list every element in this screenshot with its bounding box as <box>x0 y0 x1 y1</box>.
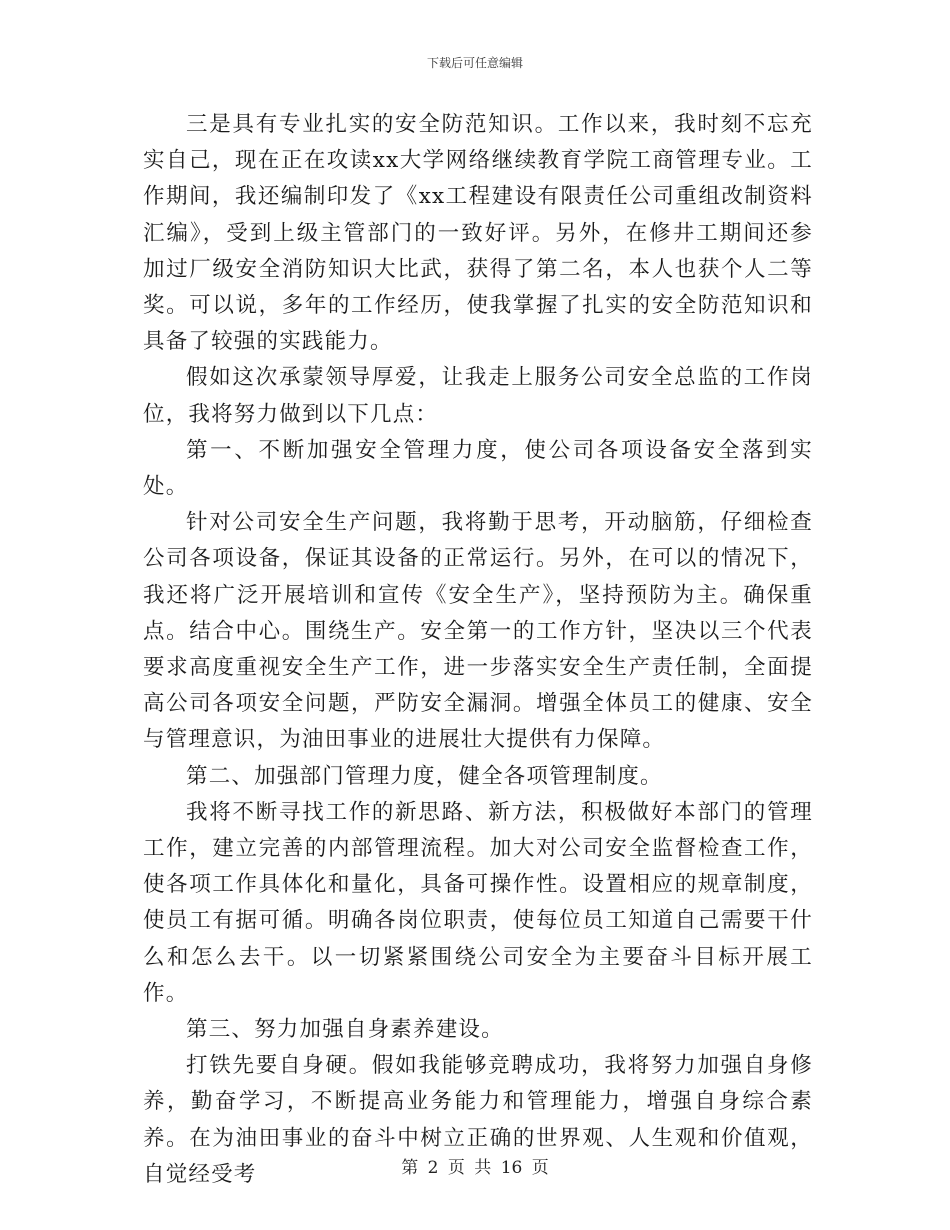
paragraph-8: 打铁先要自身硬。假如我能够竞聘成功，我将努力加强自身修养，勤奋学习，不断提高业务能力和管理能力，增强自身综合素养。在为油田事业的奋斗中树立正确的世界观、人生观和价值观，自觉经受考 <box>143 1053 813 1187</box>
page-header: 下载后可任意编辑 <box>426 56 523 70</box>
paragraph-3: 第一、不断加强安全管理力度，使公司各项设备安全落到实处。 <box>143 437 813 500</box>
paragraph-1: 三是具有专业扎实的安全防范知识。工作以来，我时刻不忘充实自己，现在正在攻读xx大学网络继续教育学院工商管理专业。工作期间，我还编制印发了《xx工程建设有限责任公司重组改制资料汇编》，受到上级主管部门的一致好评。另外，在修井工期间还参加过厂级安全消防知识大比武，获得了第二名，本人也获个人二等奖。可以说，多年的工作经历，使我掌握了扎实的安全防范知识和具备了较强的实践能力。 <box>143 112 813 355</box>
paragraph-7: 第三、努力加强自身素养建设。 <box>186 1017 504 1043</box>
paragraph-4: 针对公司安全生产问题，我将勤于思考，开动脑筋，仔细检查公司各项设备，保证其设备的正常运行。另外，在可以的情况下，我还将广泛开展培训和宣传《安全生产》，坚持预防为主。确保重点。结合中心。围绕生产。安全第一的工作方针，坚决以三个代表要求高度重视安全生产工作，进一步落实安全生产责任制，全面提高公司各项安全问题，严防安全漏洞。增强全体员工的健康、安全与管理意识，为油田事业的进展壮大提供有力保障。 <box>143 510 813 753</box>
paragraph-6: 我将不断寻找工作的新思路、新方法，积极做好本部门的管理工作，建立完善的内部管理流程。加大对公司安全监督检查工作，使各项工作具体化和量化，具备可操作性。设置相应的规章制度，使员工有据可循。明确各岗位职责，使每位员工知道自己需要干什么和怎么去干。以一切紧紧围绕公司安全为主要奋斗目标开展工作。 <box>143 799 813 1006</box>
document-body <box>143 107 813 1193</box>
paragraph-2: 假如这次承蒙领导厚爱，让我走上服务公司安全总监的工作岗位，我将努力做到以下几点： <box>143 365 813 427</box>
page-footer: 第 2 页 共 16 页 <box>401 1158 549 1178</box>
paragraph-5: 第二、加强部门管理力度，健全各项管理制度。 <box>186 763 663 789</box>
